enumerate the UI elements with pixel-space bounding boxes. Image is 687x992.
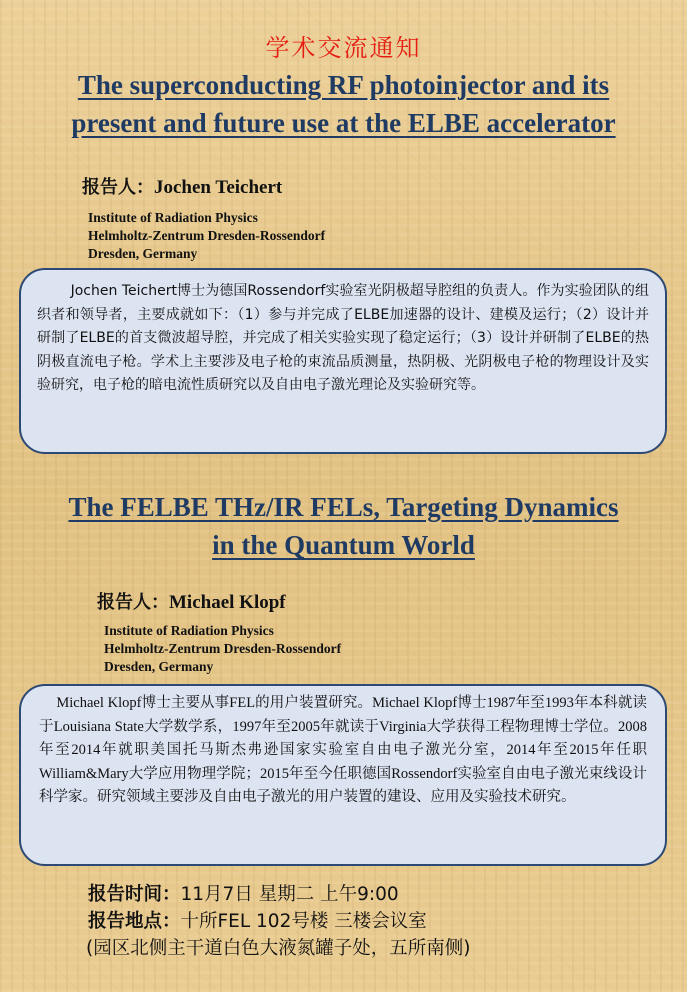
talk2-title-line2: in the Quantum World	[212, 530, 475, 560]
talk2-speaker	[97, 588, 286, 614]
talk1-affiliation-center: Helmholtz-Zentrum Dresden-Rossendorf	[88, 228, 326, 243]
event-place-note: (园区北侧主干道白色大液氮罐子处，五所南侧)	[86, 938, 471, 959]
talk1-speaker-name: Jochen Teichert	[154, 177, 283, 198]
talk1-title	[0, 66, 687, 142]
talk2-speaker-name: Michael Klopf	[169, 592, 286, 613]
event-place-label: 报告地点：	[88, 911, 181, 932]
talk1-speaker-label: 报告人：	[82, 177, 154, 198]
talk1-affiliation	[88, 209, 325, 263]
notice-title: 学术交流通知	[265, 34, 422, 62]
talk2-affiliation-center: Helmholtz-Zentrum Dresden-Rossendorf	[104, 641, 342, 656]
event-time-value: 11月7日 星期二 上午9:00	[180, 884, 399, 905]
talk2-bio-box	[19, 684, 667, 866]
event-time-label: 报告时间：	[88, 884, 181, 905]
talk2-speaker-label: 报告人：	[97, 592, 169, 613]
talk2-title-line1: The FELBE THz/IR FELs, Targeting Dynamics	[68, 492, 619, 522]
talk1-speaker	[82, 173, 282, 199]
talk2-title	[0, 488, 687, 564]
talk1-bio-box	[19, 268, 667, 454]
event-place	[88, 908, 427, 935]
talk1-title-line2: present and future use at the ELBE accelerator	[71, 108, 616, 138]
event-place-value: 十所FEL 102号楼 三楼会议室	[180, 911, 427, 932]
event-details	[88, 881, 427, 935]
talk2-affiliation-city: Dresden, Germany	[104, 659, 214, 674]
talk1-affiliation-institute: Institute of Radiation Physics	[88, 210, 258, 225]
talk2-affiliation	[104, 622, 341, 676]
talk2-bio: Michael Klopf博士主要从事FEL的用户装置研究。Michael Klopf博士1987年至1993年本科就读于Louisiana State大学数学系，1997年至2005年就读于Virginia大学获得工程物理博士学位。2008年至2014年就职美国托马斯杰弗逊国家实验室自由电子激光分室，2014年至2015年任职William&Mary大学应用物理学院；2015年至今任职德国Rossendorf实验室自由电子激光束线设计科学家。研究领域主要涉及自由电子激光的用户装置的建设、应用及实验技术研究。	[39, 695, 647, 805]
talk1-affiliation-city: Dresden, Germany	[88, 246, 198, 261]
talk1-bio: Jochen Teichert博士为德国Rossendorf实验室光阴极超导腔组的负责人。作为实验团队的组织者和领导者，主要成就如下：（1）参与并完成了ELBE加速器的设计、建模及运行；（2）设计并研制了ELBE的首支微波超导腔，并完成了相关实验实现了稳定运行；（3）设计并研制了ELBE的热阴极直流电子枪。学术上主要涉及电子枪的束流品质测量，热阴极、光阴极电子枪的物理设计及实验研究，电子枪的暗电流性质研究以及自由电子激光理论及实验研究等。	[37, 283, 649, 393]
talk1-title-line1: The superconducting RF photoinjector and its	[77, 70, 610, 100]
event-time	[88, 881, 427, 908]
talk2-affiliation-institute: Institute of Radiation Physics	[104, 623, 274, 638]
